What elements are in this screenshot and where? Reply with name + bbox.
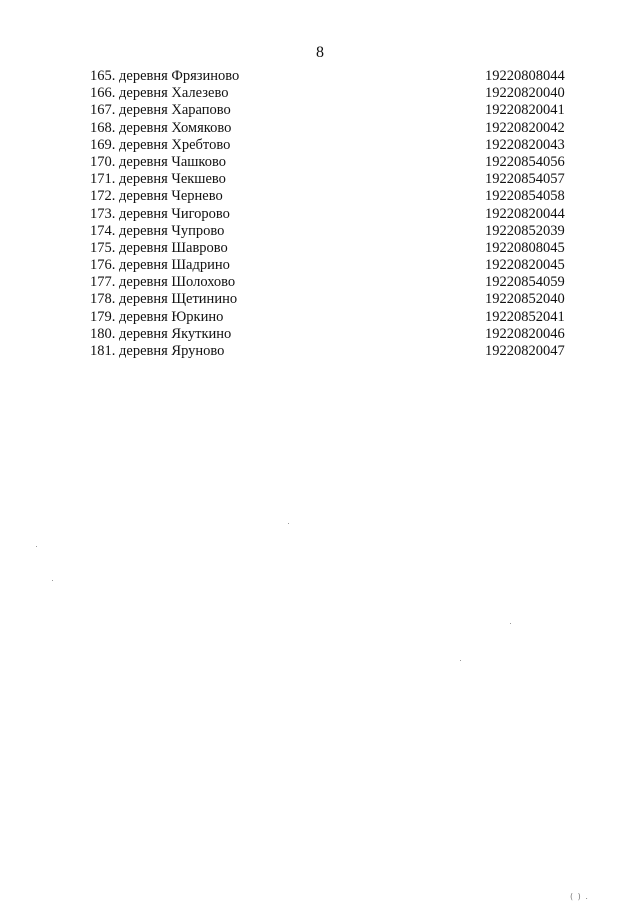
settlement-name: 166. деревня Халезево [90, 85, 229, 102]
settlement-name: 174. деревня Чупрово [90, 222, 225, 239]
list-item [90, 102, 570, 119]
settlement-code: 19220808044 [485, 68, 565, 84]
settlement-code: 19220820046 [485, 325, 565, 342]
settlement-code: 19220820040 [485, 85, 565, 102]
list-item [90, 137, 570, 154]
list-item [90, 343, 570, 360]
page-number: 8 [316, 44, 324, 61]
scan-speck [460, 660, 461, 661]
settlement-code: 19220854059 [485, 274, 565, 291]
settlement-code: 19220852040 [485, 291, 565, 308]
settlement-code: 19220820043 [485, 136, 565, 153]
settlement-name: 176. деревня Шадрино [90, 257, 230, 274]
scan-speck [52, 580, 53, 581]
settlement-code: 19220852041 [485, 308, 565, 325]
list-item [90, 309, 570, 326]
settlement-code: 19220808045 [485, 239, 565, 256]
list-item [90, 206, 570, 223]
list-item [90, 274, 570, 291]
settlement-name: 169. деревня Хребтово [90, 136, 231, 153]
list-item [90, 223, 570, 240]
settlement-code: 19220820041 [485, 102, 565, 119]
scan-speck [510, 623, 511, 624]
settlement-code: 19220854056 [485, 153, 565, 170]
list-item [90, 326, 570, 343]
settlement-code: 19220820047 [485, 343, 565, 359]
settlement-code: 19220820044 [485, 205, 565, 222]
settlement-name: 181. деревня Яруново [90, 343, 225, 359]
settlement-name: 168. деревня Хомяково [90, 119, 232, 136]
settlement-list [90, 68, 570, 360]
settlement-name: 178. деревня Щетинино [90, 291, 238, 308]
list-item [90, 188, 570, 205]
settlement-name: 167. деревня Харапово [90, 102, 231, 119]
scan-speck [288, 523, 289, 524]
settlement-name: 180. деревня Якуткино [90, 325, 232, 342]
settlement-name: 172. деревня Чернево [90, 188, 223, 205]
list-item [90, 68, 570, 85]
list-item [90, 154, 570, 171]
settlement-name: 173. деревня Чигорово [90, 205, 230, 222]
settlement-code: 19220854057 [485, 171, 565, 188]
settlement-name: 171. деревня Чекшево [90, 171, 226, 188]
settlement-code: 19220852039 [485, 222, 565, 239]
settlement-name: 165. деревня Фрязиново [90, 68, 240, 84]
scan-speck [36, 546, 37, 547]
settlement-name: 175. деревня Шаврово [90, 239, 228, 256]
list-item [90, 171, 570, 188]
settlement-name: 177. деревня Шолохово [90, 274, 236, 291]
settlement-name: 179. деревня Юркино [90, 308, 224, 325]
list-item [90, 291, 570, 308]
list-item [90, 240, 570, 257]
settlement-name: 170. деревня Чашково [90, 153, 226, 170]
corner-scan-mark: ( ) . [570, 892, 589, 901]
settlement-code: 19220820042 [485, 119, 565, 136]
list-item [90, 120, 570, 137]
list-item [90, 257, 570, 274]
settlement-code: 19220820045 [485, 257, 565, 274]
settlement-code: 19220854058 [485, 188, 565, 205]
list-item [90, 85, 570, 102]
